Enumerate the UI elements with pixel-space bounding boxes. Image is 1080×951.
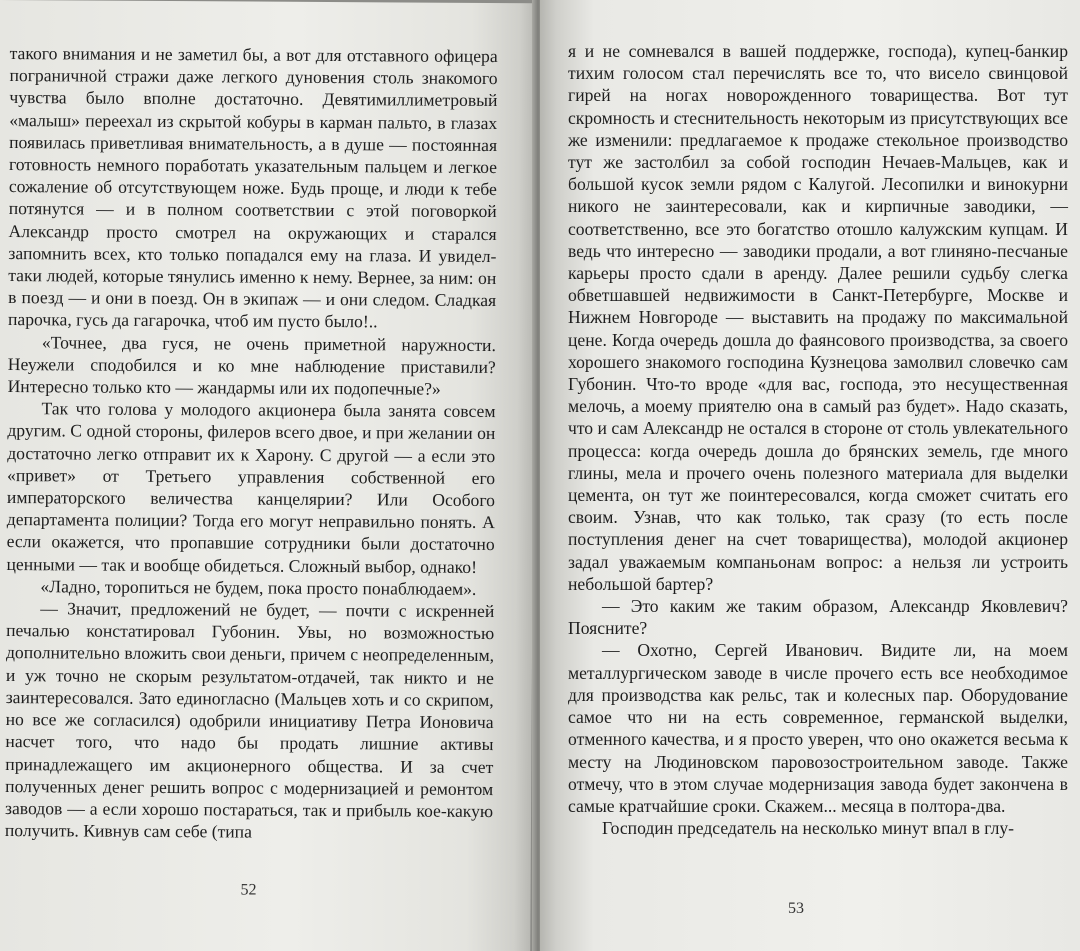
page-number: 52: [240, 881, 257, 899]
left-page-text: [5, 42, 498, 844]
paragraph: «Точнее, два гуся, не очень приметной наружности. Неужели сподобился и ко мне наблюдение приставили? Интересно только кто — жандармы или их подопечные?»: [7, 331, 496, 399]
paragraph: — Значит, предложений не будет, — почти с искренней печалью констатировал Губонин. Увы, но возможностью дополнительно вложить свои деньги, причем с неопределенным, и уж точно не скорым результатом-отдачей, так никто и не заинтересовался. Зато единогласно (Мальцев хоть и со скрипом, но все же согласился) одобрили инициативу Петра Ионовича насчет того, что надо бы продать лишние активы принадлежащего им акционерного общества. И за счет полученных денег решить вопрос с модернизацией и ремонтом заводов — а если хорошо постараться, так и прибыль кое-какую получить. Кивнув сам себе (типа: [4, 598, 495, 842]
paragraph: Господин председатель на несколько минут впал в глу-: [602, 818, 1015, 839]
right-page: [540, 0, 1080, 951]
paragraph: «Ладно, торопиться не будем, пока просто понаблюдаем».: [40, 576, 477, 599]
paragraph: я и не сомневался в вашей поддержке, господа), купец-банкир тихим голосом стал перечислять все то, что висело свинцовой гирей на ногах новорожденного товарищества. Вот тут скромность и стеснительность некоторым из присутствующих все же изменили: предлагаемое к продаже стекольное производство тут же застолбил за собой господин Нечаев-Мальцев, как и большой кусок земли рядом с Калугой. Лесопилки и винокурни никого не заинтересовали, как и кирпичные заводики, — соответственно, все это богатство отошло калужским купцам. И ведь что интересно — заводики продали, а вот глиняно-песчаные карьеры просто сдали в аренду. Далее решили судьбу слегка обветшавшей недвижимости в Санкт-Петербурге, Москве и Нижнем Новгороде — выставить на продажу по максимальной цене. Когда очередь дошла до фаянсового производства, за своего хорошего знакомого господина Кузнецова замолвил словечко сам Губонин. Что-то вроде «для вас, господа, это несущественная мелочь, а моему приятелю она в самый раз будет». Надо сказать, что и сам Александр не остался в стороне от столь увлекательного процесса: когда очередь дошла до брянских земель, где много глины, мела и прочего очень полезного материала для выделки цемента, он тут же поинтересовался, когда сможет считать его своим. Узнав, что как только, так сразу (то есть после поступления денег на счет товарищества), молодой акционер задал уважаемым компаньонам вопрос: а нельзя ли устроить небольшой бартер?: [568, 41, 1068, 594]
paragraph: — Это каким же таким образом, Александр Яковлевич? Поясните?: [568, 596, 1068, 639]
right-page-text: [568, 40, 1068, 839]
paragraph: Так что голова у молодого акционера была занята совсем другим. С одной стороны, филеров всего двое, и при желании он достаточно легко отправит их к Харону. С другой — а если это «привет» от Третьего управления собственной его императорского величества канцелярии? Или Особого департамента полиции? Тогда его могут неправильно понять. А если окажется, что пропавшие сотрудники были достаточно ценными — так и вообще обидеться. Сложный выбор, однако!: [6, 398, 496, 577]
page-number: 53: [788, 900, 804, 917]
paragraph: — Охотно, Сергей Иванович. Видите ли, на моем металлургическом заводе в числе прочего есть все необходимое для производства как рельс, так и колесных пар. Оборудование самое что ни на есть современное, германской выделки, отменного качества, и я просто уверен, что оно окажется весьма к месту на Людиновском паровозостроительном заводе. Также отмечу, что в этом случае модернизация завода будет закончена в самые кратчайшие сроки. Скажем... месяца в полтора-два.: [568, 640, 1068, 816]
paragraph: такого внимания и не заметил бы, а вот для отставного офицера пограничной стражи даже легкого дуновения столь знакомого чувства было вполне достаточно. Девятимиллиметровый «малыш» переехал из скрытой кобуры в карман пальто, в глазах появилась приветливая внимательность, а в душе — постоянная готовность немного поработать указательным пальцем и легкое сожаление об отсутствующем ноже. Будь проще, и люди к тебе потянутся — и в полном соответствии с этой поговоркой Александр просто смотрел на окружающих и старался запомнить всех, кто только попадался ему на глаза. И увидел-таки людей, которые тянулись именно к нему. Вернее, за ним: он в поезд — и они в поезд. Он в экипаж — и они следом. Сладкая парочка, гусь да гагарочка, чтоб им пусто было!..: [7, 43, 498, 332]
left-page: [0, 0, 536, 951]
